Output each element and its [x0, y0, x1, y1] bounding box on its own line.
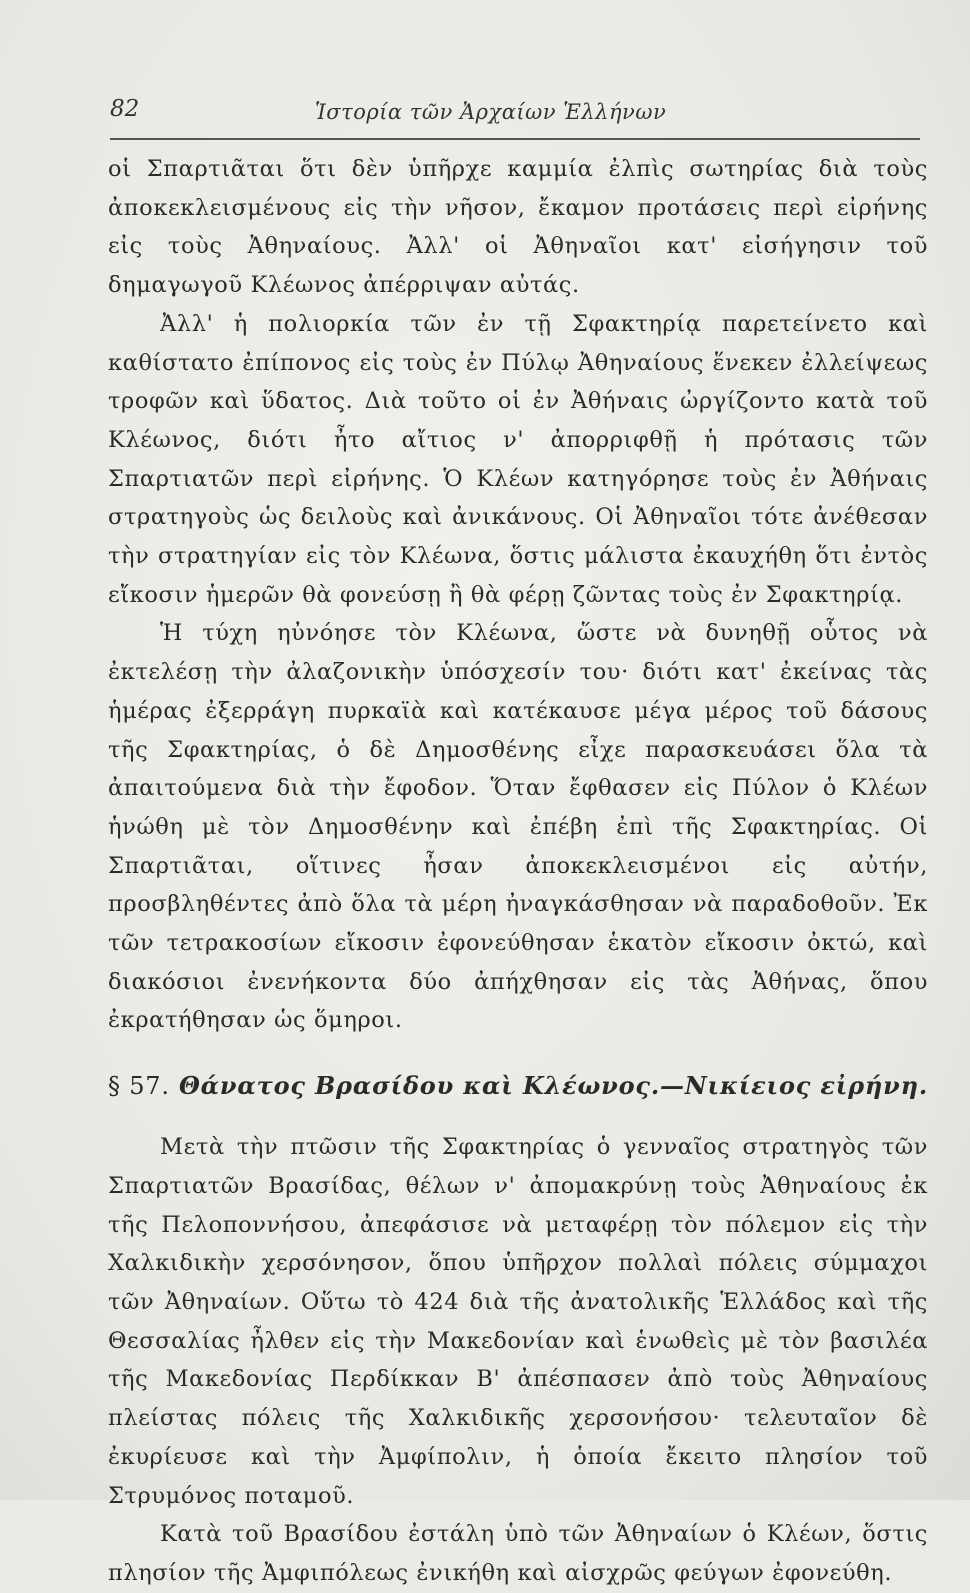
section-title: Θάνατος Βρασίδου καὶ Κλέωνος.—Νικίειος εἰρήνη. [178, 1071, 929, 1101]
page-number: 82 [110, 96, 140, 122]
section-number: § 57. [108, 1072, 170, 1101]
body-text [108, 150, 928, 1593]
paragraph: Μετὰ τὴν πτῶσιν τῆς Σφακτηρίας ὁ γενναῖος στρατηγὸς τῶν Σπαρτιατῶν Βρασίδας, θέλων ν' ἀπομακρύνῃ τοὺς Ἀθηναίους ἐκ τῆς Πελοποννήσου, ἀπεφάσισε νὰ μεταφέρῃ τὸν πόλεμον εἰς τὴν Χαλκιδικὴν χερσόνησον, ὅπου ὑπῆρχον πολλαὶ πόλεις σύμμαχοι τῶν Ἀθηναίων. Οὕτω τὸ 424 διὰ τῆς ἀνατολικῆς Ἑλλάδος καὶ τῆς Θεσσαλίας ἦλθεν εἰς τὴν Μακεδονίαν καὶ ἑνωθεὶς μὲ τὸν βασιλέα τῆς Μακεδονίας Περδίκκαν Β' ἀπέσπασεν ἀπὸ τοὺς Ἀθηναίους πλείστας πόλεις τῆς Χαλκιδικῆς χερσονήσου· τελευταῖον δὲ ἐκυρίευσε καὶ τὴν Ἀμφίπολιν, ἡ ὁποία ἔκειτο πλησίον τοῦ Στρυμόνος ποταμοῦ. [108, 1134, 928, 1509]
paragraph: Κατὰ τοῦ Βρασίδου ἐστάλη ὑπὸ τῶν Ἀθηναίων ὁ Κλέων, ὅστις πλησίον τῆς Ἀμφιπόλεως ἐνικήθη καὶ αἰσχρῶς φεύγων ἐφονεύθη. [108, 1521, 928, 1586]
page-header [110, 96, 922, 136]
paragraph: Ἡ τύχη ηὐνόησε τὸν Κλέωνα, ὥστε νὰ δυνηθῇ οὗτος νὰ ἐκτελέσῃ τὴν ἀλαζονικὴν ὑπόσχεσίν του· διότι κατ' ἐκείνας τὰς ἡμέρας ἐξερράγη πυρκαϊὰ καὶ κατέκαυσε μέγα μέρος τοῦ δάσους τῆς Σφακτηρίας, ὁ δὲ Δημοσθένης εἶχε παρασκευάσει ὅλα τὰ ἀπαιτούμενα διὰ τὴν ἔφοδον. Ὅταν ἔφθασεν εἰς Πύλον ὁ Κλέων ἡνώθη μὲ τὸν Δημοσθένην καὶ ἐπέβη ἐπὶ τῆς Σφακτηρίας. Οἱ Σπαρτιᾶται, οἵτινες ἦσαν ἀποκεκλεισμένοι εἰς αὐτήν, προσβληθέντες ἀπὸ ὅλα τὰ μέρη ἠναγκάσθησαν νὰ παραδοθοῦν. Ἐκ τῶν τετρακοσίων εἴκοσιν ἐφονεύθησαν ἑκατὸν εἴκοσιν ὀκτώ, καὶ διακόσιοι ἐνενήκοντα δύο ἀπήχθησαν εἰς τὰς Ἀθήνας, ὅπου ἐκρατήθησαν ὡς ὅμηροι. [108, 620, 928, 1034]
paragraph: Ἀλλ' ἡ πολιορκία τῶν ἐν τῇ Σφακτηρίᾳ παρετείνετο καὶ καθίστατο ἐπίπονος εἰς τοὺς ἐν Πύλῳ Ἀθηναίους ἕνεκεν ἐλλείψεως τροφῶν καὶ ὕδατος. Διὰ τοῦτο οἱ ἐν Ἀθήναις ὠργίζοντο κατὰ τοῦ Κλέωνος, διότι ἦτο αἴτιος ν' ἀπορριφθῇ ἡ πρότασις τῶν Σπαρτιατῶν περὶ εἰρήνης. Ὁ Κλέων κατηγόρησε τοὺς ἐν Ἀθήναις στρατηγοὺς ὡς δειλοὺς καὶ ἀνικάνους. Οἱ Ἀθηναῖοι τότε ἀνέθεσαν τὴν στρατηγίαν εἰς τὸν Κλέωνα, ὅστις μάλιστα ἐκαυχήθη ὅτι ἐντὸς εἴκοσιν ἡμερῶν θὰ φονεύσῃ ἢ θὰ φέρῃ ζῶντας τοὺς ἐν Σφακτηρίᾳ. [108, 310, 928, 608]
paragraph: οἱ Σπαρτιᾶται ὅτι δὲν ὑπῆρχε καμμία ἐλπὶς σωτηρίας διὰ τοὺς ἀποκεκλεισμένους εἰς τὴν νῆσον, ἔκαμον προτάσεις περὶ εἰρήνης εἰς τοὺς Ἀθηναίους. Ἀλλ' οἱ Ἀθηναῖοι κατ' εἰσήγησιν τοῦ δημαγωγοῦ Κλέωνος ἀπέρριψαν αὐτάς. [108, 156, 928, 299]
section-heading [108, 1066, 928, 1106]
running-title: Ἱστορία τῶν Ἀρχαίων Ἑλλήνων [315, 100, 667, 124]
header-rule [110, 138, 920, 140]
